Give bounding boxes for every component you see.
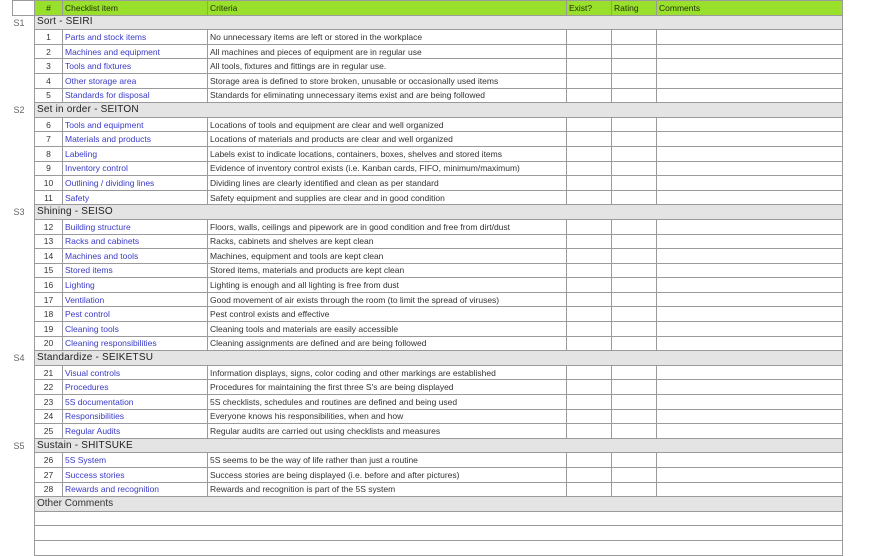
section-title: Sustain - SHITSUKE: [35, 438, 843, 453]
exist-cell[interactable]: [567, 219, 612, 234]
rating-cell[interactable]: [612, 395, 657, 410]
table-row: [13, 424, 843, 439]
comments-cell[interactable]: [657, 234, 843, 249]
table-row: [13, 190, 843, 205]
checklist-item: 5S System: [63, 453, 208, 468]
item-number: 11: [35, 190, 63, 205]
item-number: 14: [35, 249, 63, 264]
table-row: [13, 365, 843, 380]
table-row: [13, 278, 843, 293]
row-gutter: [13, 424, 35, 439]
comments-cell[interactable]: [657, 44, 843, 59]
comments-cell[interactable]: [657, 249, 843, 264]
header-rating: Rating: [612, 1, 657, 16]
exist-cell[interactable]: [567, 59, 612, 74]
checklist-item: Ventilation: [63, 292, 208, 307]
exist-cell[interactable]: [567, 395, 612, 410]
table-row: [13, 453, 843, 468]
exist-cell[interactable]: [567, 146, 612, 161]
criteria-cell: Everyone knows his responsibilities, when and how: [208, 409, 567, 424]
row-gutter: [13, 73, 35, 88]
comments-cell[interactable]: [657, 278, 843, 293]
criteria-cell: Procedures for maintaining the first three S's are being displayed: [208, 380, 567, 395]
comments-cell[interactable]: [657, 482, 843, 497]
checklist-item: Racks and cabinets: [63, 234, 208, 249]
item-number: 28: [35, 482, 63, 497]
criteria-cell: Evidence of inventory control exists (i.e. Kanban cards, FIFO, minimum/maximum): [208, 161, 567, 176]
exist-cell[interactable]: [567, 176, 612, 191]
item-number: 4: [35, 73, 63, 88]
comments-cell[interactable]: [657, 161, 843, 176]
item-number: 23: [35, 395, 63, 410]
other-comments-line[interactable]: [13, 526, 843, 541]
exist-cell[interactable]: [567, 44, 612, 59]
comments-cell[interactable]: [657, 322, 843, 337]
exist-cell[interactable]: [567, 161, 612, 176]
exist-cell[interactable]: [567, 380, 612, 395]
rating-cell[interactable]: [612, 424, 657, 439]
row-gutter: [13, 161, 35, 176]
comments-cell[interactable]: [657, 380, 843, 395]
rating-cell[interactable]: [612, 73, 657, 88]
comments-cell[interactable]: [657, 132, 843, 147]
table-row: [13, 73, 843, 88]
comments-cell[interactable]: [657, 219, 843, 234]
row-gutter: [13, 497, 35, 512]
row-gutter: [13, 219, 35, 234]
row-gutter: [13, 30, 35, 45]
other-comments-row: [13, 497, 843, 512]
section-title: Set in order - SEITON: [35, 103, 843, 118]
criteria-cell: Standards for eliminating unnecessary items exist and are being followed: [208, 88, 567, 103]
checklist-table: [12, 0, 843, 556]
comments-cell[interactable]: [657, 468, 843, 483]
row-gutter: [13, 409, 35, 424]
comments-cell[interactable]: [657, 30, 843, 45]
table-row: [13, 292, 843, 307]
checklist-item: Standards for disposal: [63, 88, 208, 103]
rating-cell[interactable]: [612, 380, 657, 395]
row-gutter: [13, 336, 35, 351]
row-gutter: [13, 44, 35, 59]
table-row: [13, 380, 843, 395]
other-comments-cell[interactable]: [35, 511, 843, 526]
comments-cell[interactable]: [657, 263, 843, 278]
checklist-item: Safety: [63, 190, 208, 205]
rating-cell[interactable]: [612, 409, 657, 424]
checklist-item: Outlining / dividing lines: [63, 176, 208, 191]
item-number: 10: [35, 176, 63, 191]
row-gutter: [13, 380, 35, 395]
table-row: [13, 44, 843, 59]
checklist-item: Materials and products: [63, 132, 208, 147]
section-row: [13, 15, 843, 30]
item-number: 9: [35, 161, 63, 176]
item-number: 19: [35, 322, 63, 337]
item-number: 15: [35, 263, 63, 278]
item-number: 26: [35, 453, 63, 468]
checklist-item: Cleaning responsibilities: [63, 336, 208, 351]
other-comments-line[interactable]: [13, 540, 843, 555]
checklist-item: Machines and tools: [63, 249, 208, 264]
comments-cell[interactable]: [657, 424, 843, 439]
exist-cell[interactable]: [567, 88, 612, 103]
criteria-cell: No unnecessary items are left or stored in the workplace: [208, 30, 567, 45]
table-row: [13, 146, 843, 161]
rating-cell[interactable]: [612, 161, 657, 176]
criteria-cell: All machines and pieces of equipment are in regular use: [208, 44, 567, 59]
rating-cell[interactable]: [612, 30, 657, 45]
comments-cell[interactable]: [657, 409, 843, 424]
row-gutter: [13, 249, 35, 264]
item-number: 17: [35, 292, 63, 307]
checklist-item: Responsibilities: [63, 409, 208, 424]
criteria-cell: Racks, cabinets and shelves are kept clean: [208, 234, 567, 249]
table-row: [13, 117, 843, 132]
rating-cell[interactable]: [612, 176, 657, 191]
section-id: S2: [13, 103, 35, 118]
checklist-item: Labeling: [63, 146, 208, 161]
exist-cell[interactable]: [567, 409, 612, 424]
criteria-cell: Locations of tools and equipment are clear and well organized: [208, 117, 567, 132]
other-comments-title: Other Comments: [35, 497, 843, 512]
exist-cell[interactable]: [567, 453, 612, 468]
checklist-item: Machines and equipment: [63, 44, 208, 59]
rating-cell[interactable]: [612, 59, 657, 74]
checklist-item: Stored items: [63, 263, 208, 278]
comments-cell[interactable]: [657, 190, 843, 205]
criteria-cell: Dividing lines are clearly identified and clean as per standard: [208, 176, 567, 191]
criteria-cell: Labels exist to indicate locations, containers, boxes, shelves and stored items: [208, 146, 567, 161]
criteria-cell: Regular audits are carried out using checklists and measures: [208, 424, 567, 439]
exist-cell[interactable]: [567, 249, 612, 264]
row-gutter: [13, 190, 35, 205]
rating-cell[interactable]: [612, 249, 657, 264]
table-row: [13, 322, 843, 337]
criteria-cell: Cleaning assignments are defined and are being followed: [208, 336, 567, 351]
criteria-cell: Stored items, materials and products are kept clean: [208, 263, 567, 278]
section-id: S1: [13, 15, 35, 30]
rating-cell[interactable]: [612, 292, 657, 307]
criteria-cell: 5S checklists, schedules and routines are defined and being used: [208, 395, 567, 410]
section-row: [13, 438, 843, 453]
criteria-cell: Storage area is defined to store broken, unusable or occasionally used items: [208, 73, 567, 88]
exist-cell[interactable]: [567, 190, 612, 205]
rating-cell[interactable]: [612, 336, 657, 351]
checklist-item: Cleaning tools: [63, 322, 208, 337]
table-row: [13, 30, 843, 45]
exist-cell[interactable]: [567, 307, 612, 322]
table-row: [13, 219, 843, 234]
section-title: Sort - SEIRI: [35, 15, 843, 30]
checklist-item: Lighting: [63, 278, 208, 293]
section-title: Standardize - SEIKETSU: [35, 351, 843, 366]
exist-cell[interactable]: [567, 424, 612, 439]
row-gutter: [13, 365, 35, 380]
criteria-cell: 5S seems to be the way of life rather than just a routine: [208, 453, 567, 468]
exist-cell[interactable]: [567, 336, 612, 351]
row-gutter: [13, 526, 35, 541]
checklist-item: Rewards and recognition: [63, 482, 208, 497]
rating-cell[interactable]: [612, 190, 657, 205]
checklist-item: Building structure: [63, 219, 208, 234]
exist-cell[interactable]: [567, 30, 612, 45]
table-row: [13, 482, 843, 497]
table-row: [13, 468, 843, 483]
table-row: [13, 263, 843, 278]
table-row: [13, 88, 843, 103]
row-gutter: [13, 88, 35, 103]
criteria-cell: Pest control exists and effective: [208, 307, 567, 322]
header-comments: Comments: [657, 1, 843, 16]
table-row: [13, 395, 843, 410]
checklist-item: Parts and stock items: [63, 30, 208, 45]
criteria-cell: Safety equipment and supplies are clear and in good condition: [208, 190, 567, 205]
item-number: 8: [35, 146, 63, 161]
row-gutter: [13, 482, 35, 497]
item-number: 3: [35, 59, 63, 74]
criteria-cell: Good movement of air exists through the room (to limit the spread of viruses): [208, 292, 567, 307]
section-id: S4: [13, 351, 35, 366]
section-row: [13, 103, 843, 118]
other-comments-cell[interactable]: [35, 540, 843, 555]
row-gutter: [13, 292, 35, 307]
comments-cell[interactable]: [657, 88, 843, 103]
table-row: [13, 307, 843, 322]
exist-cell[interactable]: [567, 292, 612, 307]
rating-cell[interactable]: [612, 117, 657, 132]
rating-cell[interactable]: [612, 453, 657, 468]
item-number: 13: [35, 234, 63, 249]
section-row: [13, 351, 843, 366]
row-gutter: [13, 146, 35, 161]
checklist-item: Pest control: [63, 307, 208, 322]
row-gutter: [13, 234, 35, 249]
rating-cell[interactable]: [612, 322, 657, 337]
row-gutter: [13, 132, 35, 147]
rating-cell[interactable]: [612, 307, 657, 322]
checklist-item: Success stories: [63, 468, 208, 483]
section-title: Shining - SEISO: [35, 205, 843, 220]
exist-cell[interactable]: [567, 263, 612, 278]
item-number: 27: [35, 468, 63, 483]
header-row: [13, 1, 843, 16]
item-number: 20: [35, 336, 63, 351]
other-comments-line[interactable]: [13, 511, 843, 526]
item-number: 7: [35, 132, 63, 147]
header-exist: Exist?: [567, 1, 612, 16]
comments-cell[interactable]: [657, 292, 843, 307]
rating-cell[interactable]: [612, 234, 657, 249]
rating-cell[interactable]: [612, 44, 657, 59]
criteria-cell: Machines, equipment and tools are kept clean: [208, 249, 567, 264]
criteria-cell: Locations of materials and products are clear and well organized: [208, 132, 567, 147]
section-id: S3: [13, 205, 35, 220]
exist-cell[interactable]: [567, 322, 612, 337]
row-gutter: [13, 176, 35, 191]
row-gutter: [13, 540, 35, 555]
exist-cell[interactable]: [567, 468, 612, 483]
checklist-item: Other storage area: [63, 73, 208, 88]
rating-cell[interactable]: [612, 263, 657, 278]
item-number: 24: [35, 409, 63, 424]
comments-cell[interactable]: [657, 336, 843, 351]
rating-cell[interactable]: [612, 146, 657, 161]
comments-cell[interactable]: [657, 395, 843, 410]
section-row: [13, 205, 843, 220]
item-number: 16: [35, 278, 63, 293]
rating-cell[interactable]: [612, 482, 657, 497]
exist-cell[interactable]: [567, 278, 612, 293]
comments-cell[interactable]: [657, 146, 843, 161]
exist-cell[interactable]: [567, 234, 612, 249]
comments-cell[interactable]: [657, 117, 843, 132]
row-gutter: [13, 278, 35, 293]
rating-cell[interactable]: [612, 132, 657, 147]
row-gutter: [13, 468, 35, 483]
checklist-item: Regular Audits: [63, 424, 208, 439]
item-number: 25: [35, 424, 63, 439]
item-number: 18: [35, 307, 63, 322]
item-number: 2: [35, 44, 63, 59]
table-row: [13, 234, 843, 249]
criteria-cell: Rewards and recognition is part of the 5S system: [208, 482, 567, 497]
rating-cell[interactable]: [612, 88, 657, 103]
row-gutter: [13, 395, 35, 410]
criteria-cell: All tools, fixtures and fittings are in regular use.: [208, 59, 567, 74]
checklist-item: Tools and fixtures: [63, 59, 208, 74]
rating-cell[interactable]: [612, 278, 657, 293]
checklist-item: Tools and equipment: [63, 117, 208, 132]
row-gutter: [13, 453, 35, 468]
header-item: Checklist item: [63, 1, 208, 16]
criteria-cell: Lighting is enough and all lighting is free from dust: [208, 278, 567, 293]
comments-cell[interactable]: [657, 365, 843, 380]
exist-cell[interactable]: [567, 73, 612, 88]
section-id: S5: [13, 438, 35, 453]
comments-cell[interactable]: [657, 453, 843, 468]
table-row: [13, 176, 843, 191]
comments-cell[interactable]: [657, 73, 843, 88]
checklist-item: Visual controls: [63, 365, 208, 380]
item-number: 12: [35, 219, 63, 234]
criteria-cell: Information displays, signs, color coding and other markings are established: [208, 365, 567, 380]
row-gutter: [13, 511, 35, 526]
header-criteria: Criteria: [208, 1, 567, 16]
checklist-item: 5S documentation: [63, 395, 208, 410]
comments-cell[interactable]: [657, 176, 843, 191]
rating-cell[interactable]: [612, 219, 657, 234]
rating-cell[interactable]: [612, 365, 657, 380]
header-num: #: [35, 1, 63, 16]
table-row: [13, 59, 843, 74]
table-row: [13, 161, 843, 176]
table-row: [13, 132, 843, 147]
row-gutter: [13, 307, 35, 322]
rating-cell[interactable]: [612, 468, 657, 483]
row-gutter: [13, 117, 35, 132]
item-number: 21: [35, 365, 63, 380]
exist-cell[interactable]: [567, 365, 612, 380]
checklist-item: Procedures: [63, 380, 208, 395]
comments-cell[interactable]: [657, 307, 843, 322]
checklist-item: Inventory control: [63, 161, 208, 176]
criteria-cell: Floors, walls, ceilings and pipework are in good condition and free from dirt/dust: [208, 219, 567, 234]
table-row: [13, 249, 843, 264]
item-number: 1: [35, 30, 63, 45]
exist-cell[interactable]: [567, 132, 612, 147]
item-number: 5: [35, 88, 63, 103]
other-comments-cell[interactable]: [35, 526, 843, 541]
table-row: [13, 409, 843, 424]
comments-cell[interactable]: [657, 59, 843, 74]
row-gutter: [13, 263, 35, 278]
item-number: 6: [35, 117, 63, 132]
item-number: 22: [35, 380, 63, 395]
exist-cell[interactable]: [567, 482, 612, 497]
header-blank: [13, 1, 35, 16]
table-row: [13, 336, 843, 351]
exist-cell[interactable]: [567, 117, 612, 132]
row-gutter: [13, 322, 35, 337]
criteria-cell: Cleaning tools and materials are easily accessible: [208, 322, 567, 337]
row-gutter: [13, 59, 35, 74]
criteria-cell: Success stories are being displayed (i.e. before and after pictures): [208, 468, 567, 483]
